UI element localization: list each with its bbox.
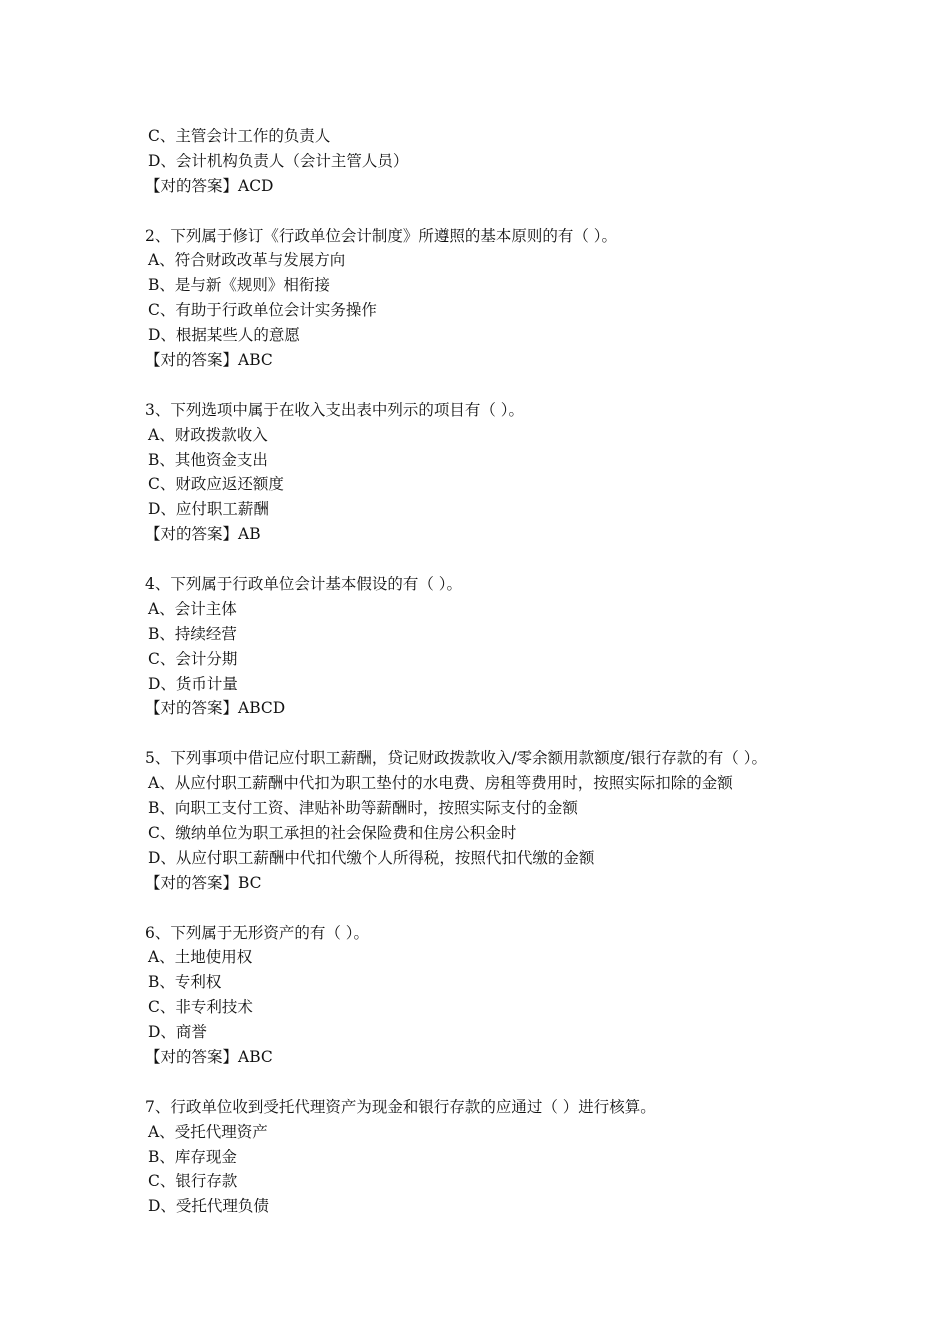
answer: 【对的答案】BC xyxy=(145,873,262,892)
answer: 【对的答案】ABC xyxy=(145,351,273,370)
question-stem: 3、下列选项中属于在收入支出表中列示的项目有（ ）。 xyxy=(145,400,525,419)
question-5 xyxy=(145,746,865,895)
question-2 xyxy=(145,224,865,373)
document-page xyxy=(145,124,865,1219)
question-stem: 7、行政单位收到受托代理资产为现金和银行存款的应通过（ ）进行核算。 xyxy=(145,1097,656,1116)
question-1-continuation xyxy=(145,124,865,199)
option-a: A、会计主体 xyxy=(148,599,237,618)
option-d: D、商誉 xyxy=(148,1023,207,1042)
option-d: D、应付职工薪酬 xyxy=(148,500,269,519)
question-stem: 4、下列属于行政单位会计基本假设的有（ ）。 xyxy=(145,575,463,594)
option-a: A、土地使用权 xyxy=(148,948,253,967)
option-d: D、从应付职工薪酬中代扣代缴个人所得税，按照代扣代缴的金额 xyxy=(148,848,595,867)
option-c: C、银行存款 xyxy=(148,1172,238,1191)
spacer xyxy=(145,896,865,921)
option-b: B、向职工支付工资、津贴补助等薪酬时，按照实际支付的金额 xyxy=(148,799,578,818)
option-b: B、持续经营 xyxy=(148,624,237,643)
option-d: D、会计机构负责人（会计主管人员） xyxy=(148,151,409,170)
option-a: A、财政拨款收入 xyxy=(148,425,268,444)
option-c: C、会计分期 xyxy=(148,649,238,668)
option-a: A、受托代理资产 xyxy=(148,1122,268,1141)
option-c: C、非专利技术 xyxy=(148,998,253,1017)
option-c: C、主管会计工作的负责人 xyxy=(148,127,331,145)
option-a: A、符合财政改革与发展方向 xyxy=(148,251,346,270)
answer: 【对的答案】AB xyxy=(145,525,261,544)
question-3 xyxy=(145,398,865,547)
option-d: D、根据某些人的意愿 xyxy=(148,326,300,345)
question-stem: 5、下列事项中借记应付职工薪酬，贷记财政拨款收入/零余额用款额度/银行存款的有（ ）。 xyxy=(145,749,767,768)
spacer xyxy=(145,373,865,398)
answer: 【对的答案】ABCD xyxy=(145,699,286,718)
option-c: C、缴纳单位为职工承担的社会保险费和住房公积金时 xyxy=(148,823,517,842)
option-b: B、是与新《规则》相衔接 xyxy=(148,276,330,295)
answer: 【对的答案】ABC xyxy=(145,1047,273,1066)
spacer xyxy=(145,1070,865,1095)
option-b: B、库存现金 xyxy=(148,1147,237,1166)
answer: 【对的答案】ACD xyxy=(145,176,274,195)
option-c: C、有助于行政单位会计实务操作 xyxy=(148,301,377,320)
question-stem: 6、下列属于无形资产的有（ ）。 xyxy=(145,923,370,942)
option-d: D、货币计量 xyxy=(148,674,238,693)
question-6 xyxy=(145,921,865,1070)
spacer xyxy=(145,199,865,224)
question-4 xyxy=(145,572,865,721)
spacer xyxy=(145,547,865,572)
option-b: B、其他资金支出 xyxy=(148,450,268,469)
option-c: C、财政应返还额度 xyxy=(148,475,284,494)
question-stem: 2、下列属于修订《行政单位会计制度》所遵照的基本原则的有（ ）。 xyxy=(145,226,618,245)
option-a: A、从应付职工薪酬中代扣为职工垫付的水电费、房租等费用时，按照实际扣除的金额 xyxy=(148,774,733,793)
option-d: D、受托代理负债 xyxy=(148,1197,269,1216)
question-7 xyxy=(145,1095,865,1219)
spacer xyxy=(145,721,865,746)
option-b: B、专利权 xyxy=(148,973,222,992)
